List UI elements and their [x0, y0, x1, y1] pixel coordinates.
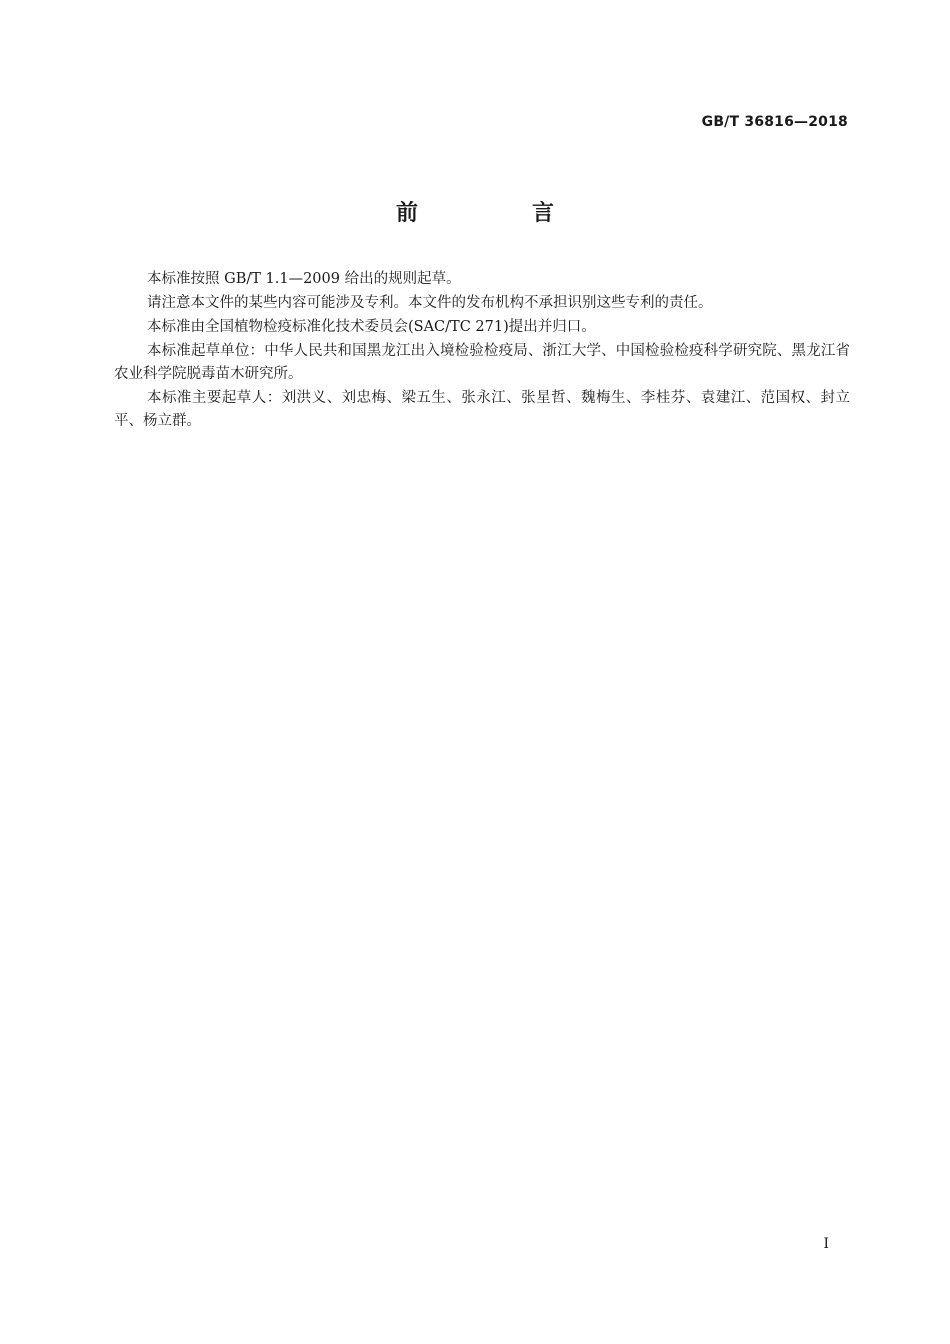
paragraph-patent-notice: 请注意本文件的某些内容可能涉及专利。本文件的发布机构不承担识别这些专利的责任。 — [147, 295, 713, 311]
page-number: I — [823, 1236, 829, 1252]
paragraph-proposer: 本标准由全国植物检疫标准化技术委员会(SAC/TC 271)提出并归口。 — [147, 319, 596, 335]
standard-number: GB/T 36816—2018 — [701, 114, 848, 130]
paragraph-drafters: 本标准主要起草人：刘洪义、刘忠梅、梁五生、张永江、张星哲、魏梅生、李桂芬、袁建江、范国权、封立平、杨立群。 — [114, 390, 850, 429]
page-title: 前 言 — [395, 201, 600, 226]
paragraph-drafting-units: 本标准起草单位：中华人民共和国黑龙江出入境检验检疫局、浙江大学、中国检验检疫科学研究院、黑龙江省农业科学院脱毒苗木研究所。 — [114, 343, 850, 382]
paragraph-drafting-rules: 本标准按照 GB/T 1.1—2009 给出的规则起草。 — [147, 271, 461, 287]
foreword-body — [114, 268, 850, 434]
